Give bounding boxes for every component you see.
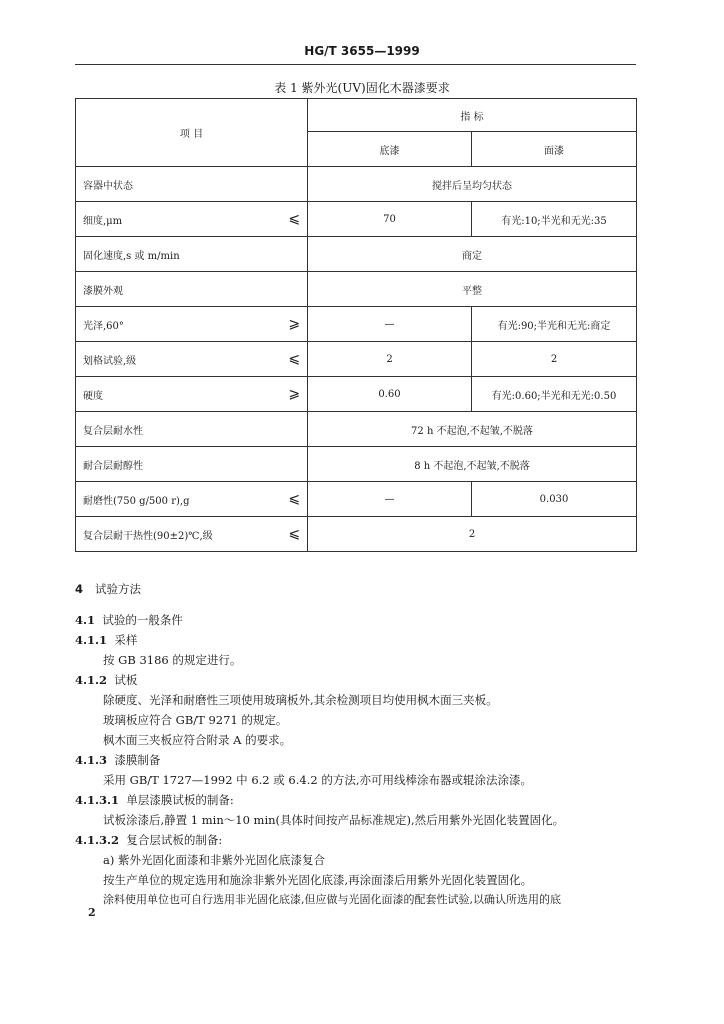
section-4-1-2-heading	[75, 670, 137, 690]
section-title: 漆膜制备	[114, 753, 161, 767]
operator-cell	[282, 447, 308, 482]
table-row	[76, 202, 637, 237]
paragraph: a) 紫外光固化面漆和非紫外光固化底漆复合	[103, 853, 325, 867]
section-4-1-heading	[75, 610, 183, 630]
paragraph: 按 GB 3186 的规定进行。	[103, 653, 242, 667]
item-cell: 复合层耐干热性(90±2)℃,级	[76, 517, 282, 552]
primer-value-cell: 2	[308, 342, 472, 377]
col-header-primer: 底漆	[308, 132, 472, 167]
topcoat-value-cell: 有光:10;半光和无光:35	[472, 202, 637, 237]
page-number: 2	[88, 906, 96, 919]
paragraph: 试板涂漆后,静置 1 min～10 min(具体时间按产品标准规定),然后用紫外光固化装置固化。	[103, 813, 565, 827]
table-row	[76, 307, 637, 342]
table-row	[76, 237, 637, 272]
operator-cell: ⩾	[282, 377, 308, 412]
section-number: 4	[75, 582, 84, 596]
topcoat-value-cell: 有光:90;半光和无光:商定	[472, 307, 637, 342]
paragraph: 玻璃板应符合 GB/T 9271 的规定。	[103, 713, 288, 727]
section-4-1-3-1-heading	[75, 790, 234, 810]
table-row	[76, 412, 637, 447]
paragraph: 按生产单位的规定选用和施涂非紫外光固化底漆,再涂面漆后用紫外光固化装置固化。	[103, 873, 533, 887]
col-header-index: 指 标	[308, 99, 637, 132]
section-title: 采样	[114, 633, 138, 647]
topcoat-value-cell: 有光:0.60;半光和无光:0.50	[472, 377, 637, 412]
operator-cell	[282, 272, 308, 307]
requirements-table	[75, 98, 637, 552]
table-row	[76, 517, 637, 552]
paragraph: 除硬度、光泽和耐磨性三项使用玻璃板外,其余检测项目均使用枫木面三夹板。	[103, 693, 498, 707]
value-cell: 72 h 不起泡,不起皱,不脱落	[308, 412, 637, 447]
item-cell: 耐磨性(750 g/500 r),g	[76, 482, 282, 517]
section-title: 试验的一般条件	[102, 613, 183, 627]
operator-cell	[282, 167, 308, 202]
topcoat-value-cell: 0.030	[472, 482, 637, 517]
primer-value-cell: —	[308, 482, 472, 517]
primer-value-cell: 70	[308, 202, 472, 237]
item-cell: 容器中状态	[76, 167, 282, 202]
paragraph: 采用 GB/T 1727—1992 中 6.2 或 6.4.2 的方法,亦可用线棒涂布器或辊涂法涂漆。	[103, 773, 533, 787]
item-cell: 固化速度,s 或 m/min	[76, 237, 282, 272]
item-cell: 细度,μm	[76, 202, 282, 237]
section-number: 4.1.3.2	[75, 833, 120, 847]
primer-value-cell: —	[308, 307, 472, 342]
col-header-item: 项 目	[76, 99, 308, 167]
table-row	[76, 377, 637, 412]
table-caption: 表 1 紫外光(UV)固化木器漆要求	[274, 81, 450, 95]
section-4-1-3-2-heading	[75, 830, 222, 850]
operator-cell: ⩽	[282, 517, 308, 552]
table-row	[76, 482, 637, 517]
section-title: 单层漆膜试板的制备:	[126, 793, 234, 807]
operator-cell: ⩽	[282, 482, 308, 517]
value-cell: 搅拌后呈均匀状态	[308, 167, 637, 202]
operator-cell: ⩽	[282, 342, 308, 377]
section-number: 4.1.3.1	[75, 793, 120, 807]
primer-value-cell: 0.60	[308, 377, 472, 412]
topcoat-value-cell: 2	[472, 342, 637, 377]
item-cell: 漆膜外观	[76, 272, 282, 307]
operator-cell	[282, 237, 308, 272]
value-cell: 2	[308, 517, 637, 552]
operator-cell: ⩾	[282, 307, 308, 342]
table-row	[76, 342, 637, 377]
value-cell: 8 h 不起泡,不起皱,不脱落	[308, 447, 637, 482]
item-cell: 复合层耐水性	[76, 412, 282, 447]
header-rule	[75, 64, 636, 65]
table-row	[76, 167, 637, 202]
paragraph: 涂料使用单位也可自行选用非光固化底漆,但应做与光固化面漆的配套性试验,以确认所选用的底	[103, 893, 561, 906]
section-4-1-3-heading	[75, 750, 160, 770]
col-header-topcoat: 面漆	[472, 132, 637, 167]
item-cell: 光泽,60°	[76, 307, 282, 342]
operator-cell: ⩽	[282, 202, 308, 237]
standard-code-header: HG/T 3655—1999	[304, 44, 420, 58]
table-row	[76, 447, 637, 482]
item-cell: 划格试验,级	[76, 342, 282, 377]
section-number: 4.1	[75, 613, 96, 627]
section-number: 4.1.1	[75, 633, 108, 647]
section-title: 复合层试板的制备:	[126, 833, 223, 847]
section-number: 4.1.3	[75, 753, 108, 767]
item-cell: 硬度	[76, 377, 282, 412]
section-title: 试验方法	[95, 582, 142, 596]
value-cell: 平整	[308, 272, 637, 307]
paragraph: 枫木面三夹板应符合附录 A 的要求。	[103, 733, 292, 747]
section-number: 4.1.2	[75, 673, 108, 687]
section-4-1-1-heading	[75, 630, 137, 650]
item-cell: 耐合层耐醇性	[76, 447, 282, 482]
section-4-heading	[75, 579, 141, 599]
operator-cell	[282, 412, 308, 447]
value-cell: 商定	[308, 237, 637, 272]
table-row	[76, 272, 637, 307]
section-title: 试板	[114, 673, 138, 687]
